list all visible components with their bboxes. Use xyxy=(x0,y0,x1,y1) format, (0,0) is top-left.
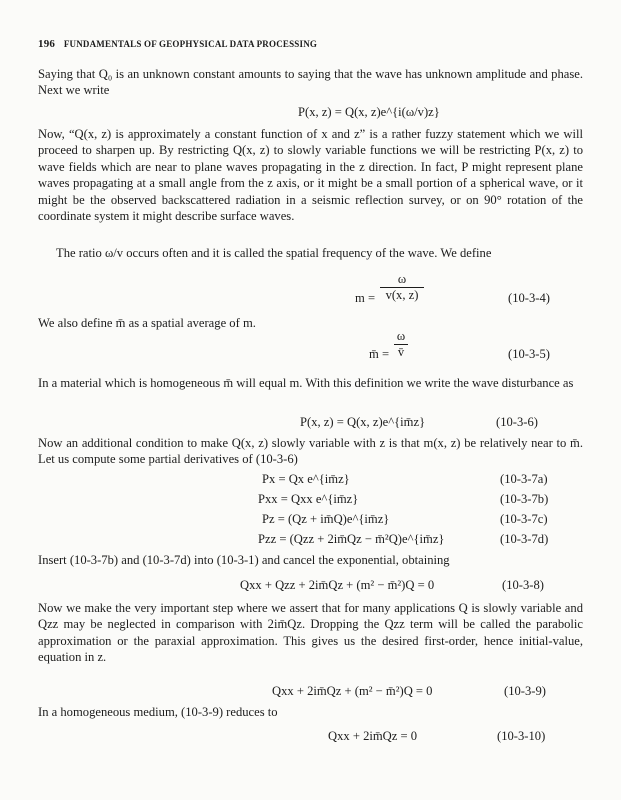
equation-10-3-10: Qxx + 2im̄Qz = 0 xyxy=(328,729,418,743)
equation-10-3-7b: Pxx = Qxx e^{im̄z} xyxy=(258,492,359,506)
equation-10-3-7c-tag: (10-3-7c) xyxy=(500,512,548,526)
equation-10-3-9-tag: (10-3-9) xyxy=(504,684,546,698)
equation-10-3-7c: Pz = (Qz + im̄Q)e^{im̄z} xyxy=(262,512,390,526)
running-header xyxy=(38,38,317,50)
equation-10-3-4-fraction xyxy=(380,272,424,303)
equation-10-3-7d: Pzz = (Qzz + 2im̄Qz − m̄²Q)e^{im̄z} xyxy=(258,532,445,546)
equation-10-3-5-numerator: ω xyxy=(394,329,408,345)
paragraph-4: We also define m̄ as a spatial average of m. xyxy=(38,316,256,330)
paragraph-2: Now, “Q(x, z) is approximately a constant function of x and z” is a rather fuzzy statement which we will proceed to sharpen up. By restricting Q(x, z) to slowly variable functions we will be restricting P(x, z) to wave fields which are near to plane waves propagating in the z direction. In fact, P might represent plane waves propagating at a small angle from the z axis, or it might be a small portion of a spherical wave, or it might be the observed backscattered radiation in a seismic reflection survey, or on 90° rotation of the coordinate system it might describe surface waves. xyxy=(38,127,583,224)
paragraph-5: In a material which is homogeneous m̄ will equal m. With this definition we write the wave disturbance as xyxy=(38,376,574,390)
equation-10-3-4-tag: (10-3-4) xyxy=(508,291,550,305)
paragraph-6: Now an additional condition to make Q(x, z) slowly variable with z is that m(x, z) be relatively near to m̄. Let us compute some partial derivatives of (10-3-6) xyxy=(38,436,583,467)
equation-10-3-7d-tag: (10-3-7d) xyxy=(500,532,549,546)
equation-10-3-5-fraction xyxy=(394,329,408,360)
equation-10-3-5-denominator: v̄ xyxy=(397,345,405,359)
running-title: FUNDAMENTALS OF GEOPHYSICAL DATA PROCESSING xyxy=(63,39,318,49)
paragraph-8: Now we make the very important step where we assert that for many applications Q is slowly variable and Qzz may be neglected in comparison with 2im̄Qz. Dropping the Qzz term will be called the parabolic approximation or the paraxial approximation. This gives us the desired first-order, hence initial-value, equation in z. xyxy=(38,601,583,665)
equation-10-3-5-lhs: m̄ = xyxy=(369,347,390,361)
equation-10-3-8: Qxx + Qzz + 2im̄Qz + (m² − m̄²)Q = 0 xyxy=(240,578,435,592)
equation-10-3-7b-tag: (10-3-7b) xyxy=(500,492,549,506)
equation-10-3-7a-tag: (10-3-7a) xyxy=(500,472,548,486)
equation-10-3-5-tag: (10-3-5) xyxy=(508,347,550,361)
equation-10-3-6-tag: (10-3-6) xyxy=(496,415,538,429)
equation-10-3-8-tag: (10-3-8) xyxy=(502,578,544,592)
paragraph-1: Saying that Q₀ is an unknown constant amounts to saying that the wave has unknown amplitude and phase. Next we write xyxy=(38,67,583,98)
paragraph-7: Insert (10-3-7b) and (10-3-7d) into (10-3-1) and cancel the exponential, obtaining xyxy=(38,553,450,567)
paragraph-3: The ratio ω/v occurs often and it is called the spatial frequency of the wave. We define xyxy=(56,246,492,260)
equation-10-3-4-lhs: m = xyxy=(355,291,376,305)
equation-10-3-4-numerator: ω xyxy=(380,272,424,288)
equation-10-3-4-denominator: v(x, z) xyxy=(385,288,419,302)
equation-10-3-7a: Px = Qx e^{im̄z} xyxy=(262,472,350,486)
equation-10-3-10-tag: (10-3-10) xyxy=(497,729,546,743)
page-number: 196 xyxy=(38,38,56,50)
paragraph-9: In a homogeneous medium, (10-3-9) reduces to xyxy=(38,705,278,719)
equation-10-3-6: P(x, z) = Q(x, z)e^{im̄z} xyxy=(300,415,426,429)
equation-unnumbered: P(x, z) = Q(x, z)e^{i(ω/v)z} xyxy=(298,105,440,119)
equation-10-3-9: Qxx + 2im̄Qz + (m² − m̄²)Q = 0 xyxy=(272,684,433,698)
